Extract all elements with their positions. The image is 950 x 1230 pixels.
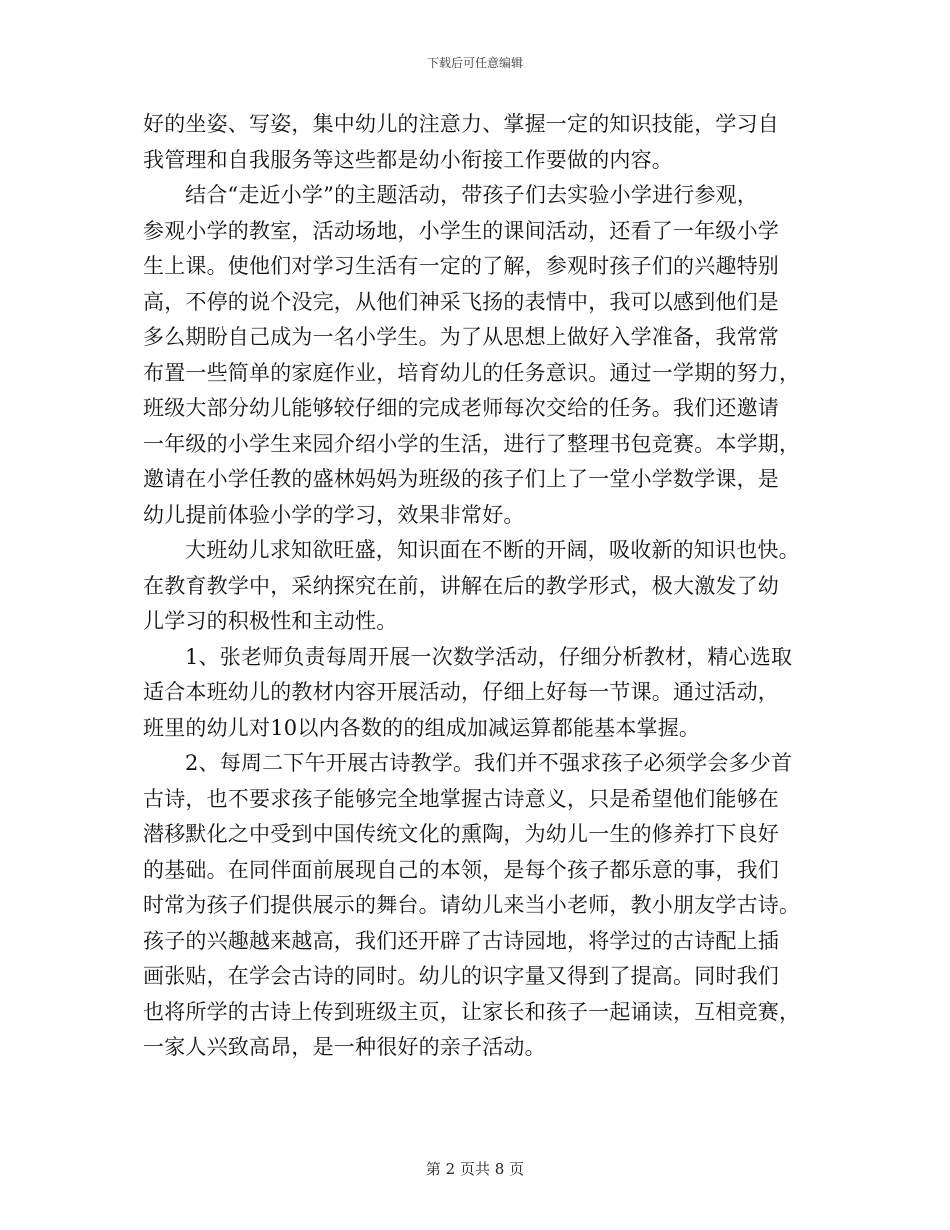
text-line: 班级大部分幼儿能够较仔细的完成老师每次交给的任务。我们还邀请 xyxy=(143,396,779,420)
page-header: 下载后可任意编辑 xyxy=(426,56,523,70)
text-line: 大班幼儿求知欲旺盛，知识面在不断的开阔，吸收新的知识也快。 xyxy=(185,538,800,562)
text-line: 适合本班幼儿的教材内容开展活动，仔细上好每一节课。通过活动， xyxy=(143,680,779,704)
text-line: 也将所学的古诗上传到班级主页，让家长和孩子一起诵读，互相竞赛， xyxy=(143,999,801,1024)
text-line: 时常为孩子们提供展示的舞台。请幼儿来当小老师，教小朋友学古诗。 xyxy=(143,893,801,917)
text-line: 幼儿提前体验小学的学习，效果非常好。 xyxy=(143,502,525,527)
text-line: 画张贴，在学会古诗的同时。幼儿的识字量又得到了提高。同时我们 xyxy=(143,964,779,988)
text-line: 布置一些简单的家庭作业，培育幼儿的任务意识。通过一学期的努力， xyxy=(143,360,801,385)
body-text xyxy=(143,107,808,1066)
text-line: 好的坐姿、写姿，集中幼儿的注意力、掌握一定的知识技能，学习自 xyxy=(143,112,779,136)
text-line: 潜移默化之中受到中国传统文化的熏陶，为幼儿一生的修养打下良好 xyxy=(143,822,779,846)
text-line: 2、每周二下午开展古诗教学。我们并不强求孩子必须学会多少首 xyxy=(185,751,793,775)
text-line: 参观小学的教室，活动场地，小学生的课间活动，还看了一年级小学 xyxy=(143,218,779,243)
text-line: 生上课。使他们对学习生活有一定的了解，参观时孩子们的兴趣特别 xyxy=(143,254,779,278)
text-line: 多么期盼自己成为一名小学生。为了从思想上做好入学准备，我常常 xyxy=(143,325,779,349)
page-footer: 第 2 页共 8 页 xyxy=(425,1160,525,1178)
text-line: 一家人兴致高昂，是一种很好的亲子活动。 xyxy=(143,1035,546,1059)
text-line: 结合“走近小学”的主题活动，带孩子们去实验小学进行参观， xyxy=(185,183,759,207)
text-line: 孩子的兴趣越来越高，我们还开辟了古诗园地，将学过的古诗配上插 xyxy=(143,928,779,953)
text-line: 在教育教学中，采纳探究在前，讲解在后的教学形式，极大激发了幼 xyxy=(143,573,779,598)
text-line: 儿学习的积极性和主动性。 xyxy=(143,609,398,633)
text-line: 邀请在小学任教的盛林妈妈为班级的孩子们上了一堂小学数学课，是 xyxy=(143,467,779,491)
text-line: 高，不停的说个没完，从他们神采飞扬的表情中，我可以感到他们是 xyxy=(143,289,779,314)
text-line: 班里的幼儿对10以内各数的的组成加减运算都能基本掌握。 xyxy=(143,715,701,740)
text-line: 的基础。在同伴面前展现自己的本领，是每个孩子都乐意的事，我们 xyxy=(143,857,779,882)
text-line: 一年级的小学生来园介绍小学的生活，进行了整理书包竞赛。本学期， xyxy=(143,431,801,456)
text-line: 我管理和自我服务等这些都是幼小衔接工作要做的内容。 xyxy=(143,147,673,172)
text-line: 1、张老师负责每周开展一次数学活动，仔细分析教材，精心选取 xyxy=(185,644,793,669)
text-line: 古诗，也不要求孩子能够完全地掌握古诗意义，只是希望他们能够在 xyxy=(143,786,779,811)
